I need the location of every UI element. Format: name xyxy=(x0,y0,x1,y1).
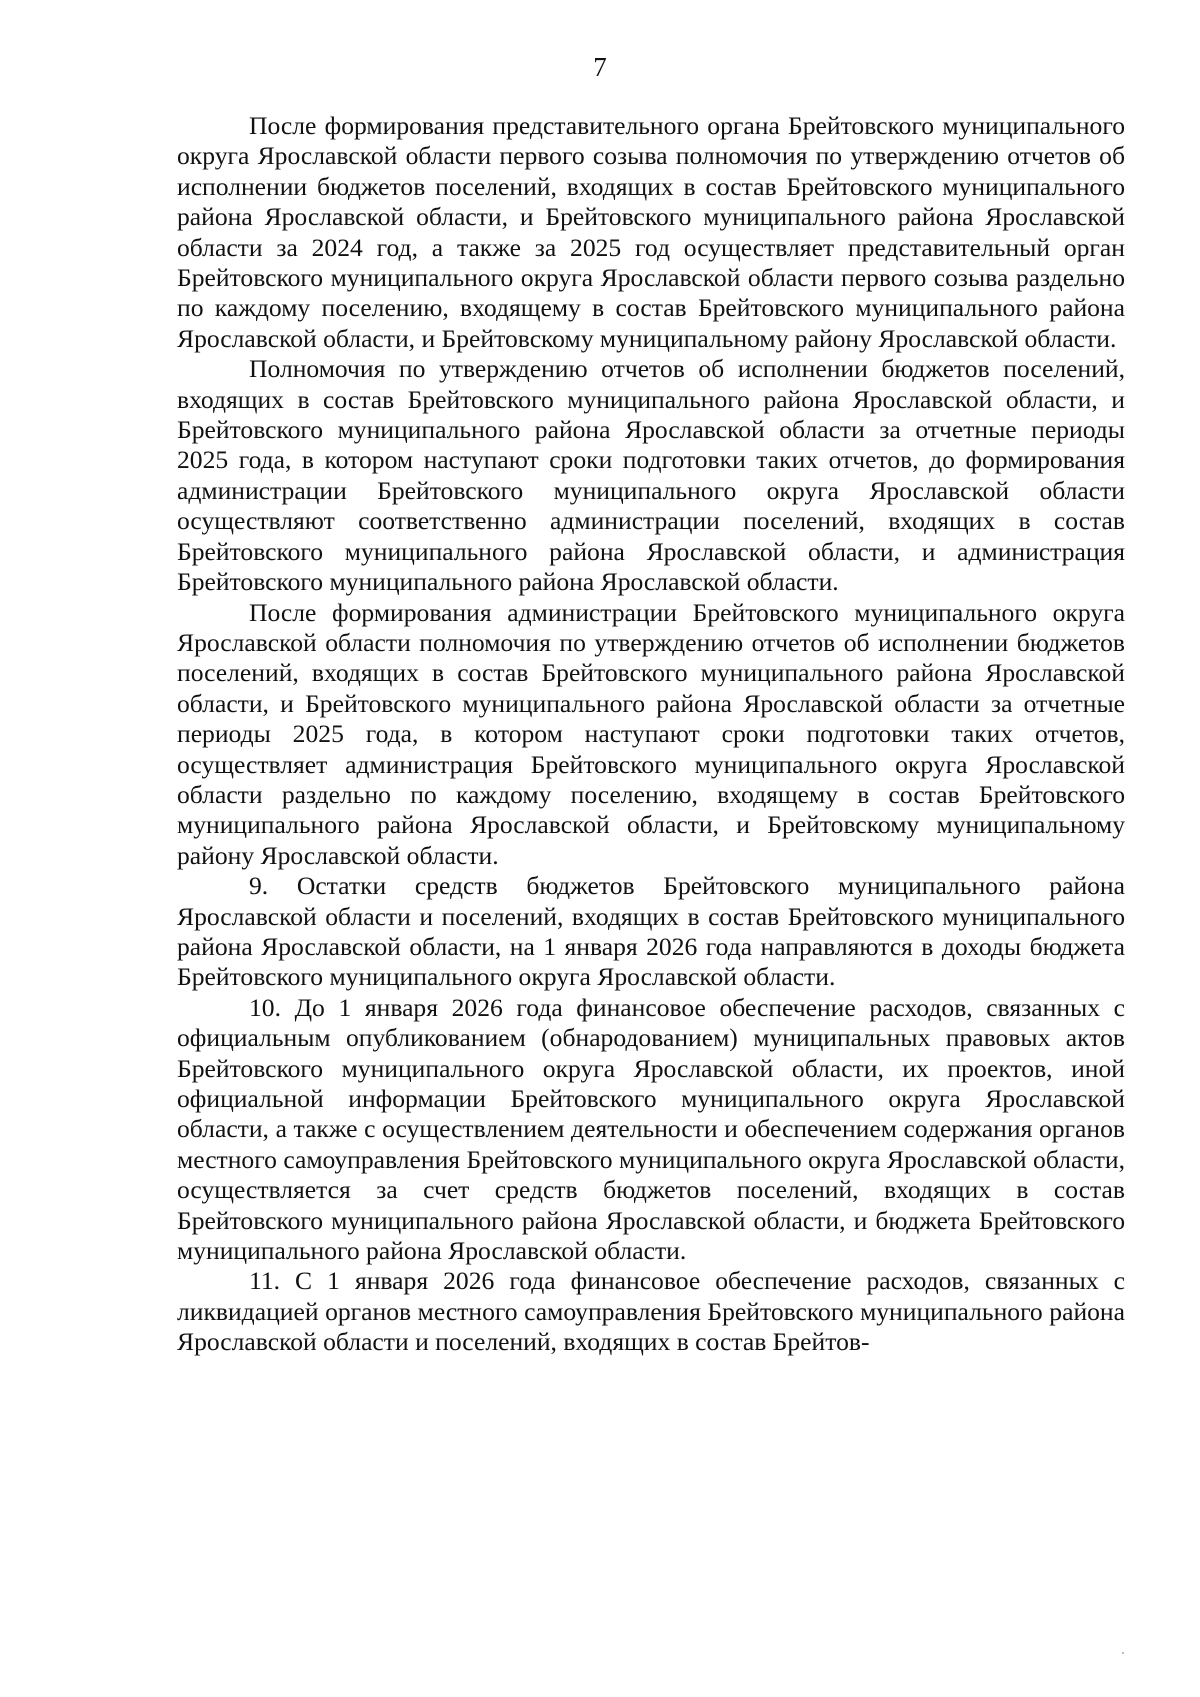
paragraph-item-11: 11. С 1 января 2026 года финансовое обеспечение расходов, связанных с ликвидацией органов местного самоуправления Брейтовского муниципального района Ярославской области и поселений, входящих в состав Брейтов- xyxy=(177,1266,1125,1357)
paragraph-item-9: 9. Остатки средств бюджетов Брейтовского муниципального района Ярославской области и поселений, входящих в состав Брейтовского муниципального района Ярославской области, на 1 января 2026 года направляются в доходы бюджета Брейтовского муниципального округа Ярославской области. xyxy=(177,871,1125,992)
document-body xyxy=(177,111,1125,1358)
paragraph-item-10: 10. До 1 января 2026 года финансовое обеспечение расходов, связанных с официальным опубликованием (обнародованием) муниципальных правовых актов Брейтовского муниципального округа Ярославской области, их проектов, иной официальной информации Брейтовского муниципального округа Ярославской области, а также с осуществлением деятельности и обеспечением содержания органов местного самоуправления Брейтовского муниципального округа Ярославской области, осуществляется за счет средств бюджетов поселений, входящих в состав Брейтовского муниципального района Ярославской области, и бюджета Брейтовского муниципального района Ярославской области. xyxy=(177,992,1125,1266)
paragraph-reports-district-administration: После формирования администрации Брейтовского муниципального округа Ярославской области полномочия по утверждению отчетов об исполнении бюджетов поселений, входящих в состав Брейтовского муниципального района Ярославской области, и Брейтовского муниципального района Ярославской области за отчетные периоды 2025 года, в котором наступают сроки подготовки таких отчетов, осуществляет администрация Брейтовского муниципального округа Ярославской области раздельно по каждому поселению, входящему в состав Брейтовского муниципального района Ярославской области, и Брейтовскому муниципальному району Ярославской области. xyxy=(177,597,1125,870)
page-number: 7 xyxy=(593,52,607,82)
paragraph-reports-settlement-administrations: Полномочия по утверждению отчетов об исполнении бюджетов поселений, входящих в состав Брейтовского муниципального района Ярославской области, и Брейтовского муниципального района Ярославской области за отчетные периоды 2025 года, в котором наступают сроки подготовки таких отчетов, до формирования администрации Брейтовского муниципального округа Ярославской области осуществляют соответственно администрации поселений, входящих в состав Брейтовского муниципального района Ярославской области, и администрация Брейтовского муниципального района Ярославской области. xyxy=(177,354,1125,597)
scan-speck xyxy=(1122,1652,1124,1654)
paragraph-reports-representative-body: После формирования представительного органа Брейтовского муниципального округа Ярославской области первого созыва полномочия по утверждению отчетов об исполнении бюджетов поселений, входящих в состав Брейтовского муниципального района Ярославской области, и Брейтовского муниципального района Ярославской области за 2024 год, а также за 2025 год осуществляет представительный орган Брейтовского муниципального округа Ярославской области первого созыва раздельно по каждому поселению, входящему в состав Брейтовского муниципального района Ярославской области, и Брейтовскому муниципальному району Ярославской области. xyxy=(177,111,1125,353)
